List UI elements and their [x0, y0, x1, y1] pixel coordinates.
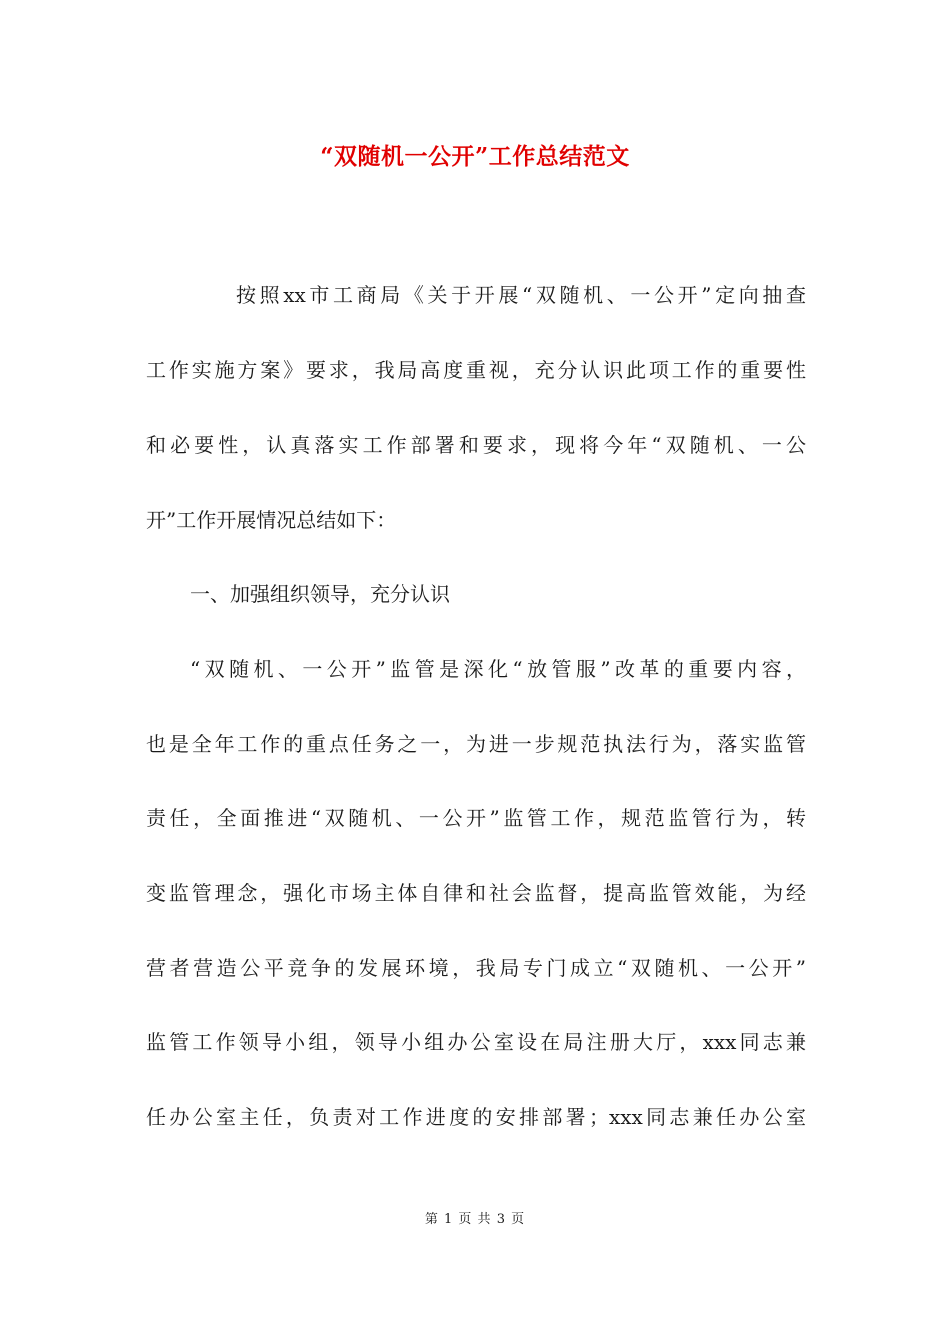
paragraph-line: 营者营造公平竞争的发展环境，我局专门成立“双随机、一公开”: [146, 956, 806, 980]
paragraph-line: “双随机、一公开”监管是深化“放管服”改革的重要内容，: [190, 657, 806, 681]
paragraph-line: 开”工作开展情况总结如下：: [146, 508, 397, 532]
paragraph-line: 变监管理念，强化市场主体自律和社会监督，提高监管效能，为经: [146, 881, 806, 905]
paragraph-line: 和必要性，认真落实工作部署和要求，现将今年“双随机、一公: [146, 433, 806, 457]
paragraph-line: 监管工作领导小组，领导小组办公室设在局注册大厅，xxx同志兼: [146, 1030, 806, 1054]
paragraph-line: 责任，全面推进“双随机、一公开”监管工作，规范监管行为，转: [146, 806, 806, 830]
document-title: “双随机一公开”工作总结范文: [320, 143, 630, 170]
paragraph-line: 工作实施方案》要求，我局高度重视，充分认识此项工作的重要性: [146, 358, 806, 382]
paragraph-line: 也是全年工作的重点任务之一，为进一步规范执法行为，落实监管: [146, 732, 806, 756]
paragraph-line: 按照xx市工商局《关于开展“双随机、一公开”定向抽查: [236, 283, 806, 307]
paragraph-line: 任办公室主任，负责对工作进度的安排部署；xxx同志兼任办公室: [146, 1105, 806, 1129]
page-footer: 第 1 页 共 3 页: [424, 1212, 526, 1227]
section-heading: 一、加强组织领导，充分认识: [190, 582, 450, 606]
